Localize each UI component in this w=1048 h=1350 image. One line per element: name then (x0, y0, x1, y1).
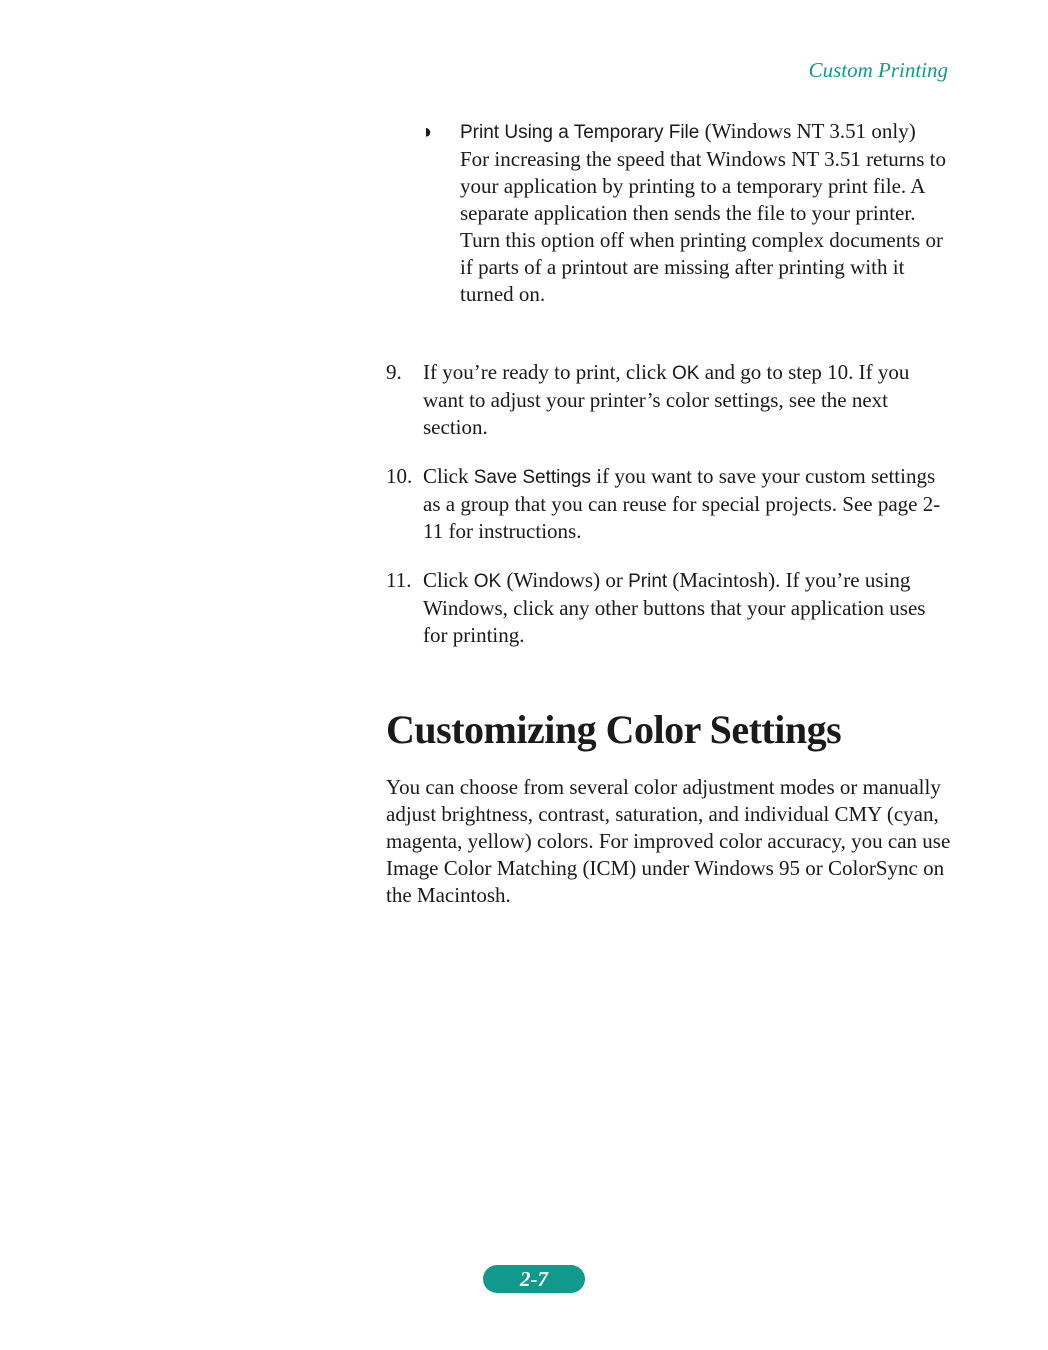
ui-term: Print (628, 571, 668, 592)
step-text-part: (Macintosh). If you’re using Windows, click any other buttons that your application uses for printing. (423, 568, 926, 647)
option-name: Print Using a Temporary File (460, 122, 700, 143)
step-item (386, 359, 952, 441)
step-item (386, 463, 952, 545)
running-head-title: Custom Printing (808, 58, 948, 82)
step-number: 11. (386, 568, 412, 592)
step-text-part: If you’re ready to print, click (423, 360, 672, 384)
step-text (423, 567, 952, 649)
bullet-item-temporary-file (386, 118, 952, 308)
step-number: 9. (386, 360, 402, 384)
option-description: For increasing the speed that Windows NT 3.51 returns to your application by printing to a temporary print file. A separate application then sends the file to your printer. Turn this option off when printing complex documents or if parts of a printout are missing after printing with it turned on. (460, 147, 946, 306)
step-item (386, 567, 952, 649)
step-text-part: and go to step 10. If you want to adjust your printer’s color settings, see the next section. (423, 360, 910, 439)
step-text (423, 463, 952, 545)
option-qualifier: (Windows NT 3.51 only) (699, 119, 916, 143)
step-text (423, 359, 952, 441)
ui-term: Save Settings (473, 467, 591, 488)
section-heading: Customizing Color Settings (386, 707, 842, 752)
step-text-part: Click (423, 568, 474, 592)
bullet-item-text (460, 118, 952, 308)
bullet-marker-icon: ◗ (422, 121, 435, 143)
section-intro-paragraph: You can choose from several color adjustment modes or manually adjust brightness, contrast, saturation, and individual CMY (cyan, magenta, yellow) colors. For improved color accuracy, you can use Image Color Matching (ICM) under Windows 95 or ColorSync on the Macintosh. (386, 775, 951, 907)
ui-term: OK (672, 363, 700, 384)
step-text-part: if you want to save your custom settings as a group that you can reuse for special projects. See page 2-11 for instructions. (423, 464, 941, 543)
step-text-part: Click (423, 464, 474, 488)
step-text-part: (Windows) or (501, 568, 629, 592)
page-number-badge: 2-7 (483, 1265, 585, 1293)
step-number: 10. (386, 464, 413, 488)
ui-term: OK (473, 571, 502, 592)
